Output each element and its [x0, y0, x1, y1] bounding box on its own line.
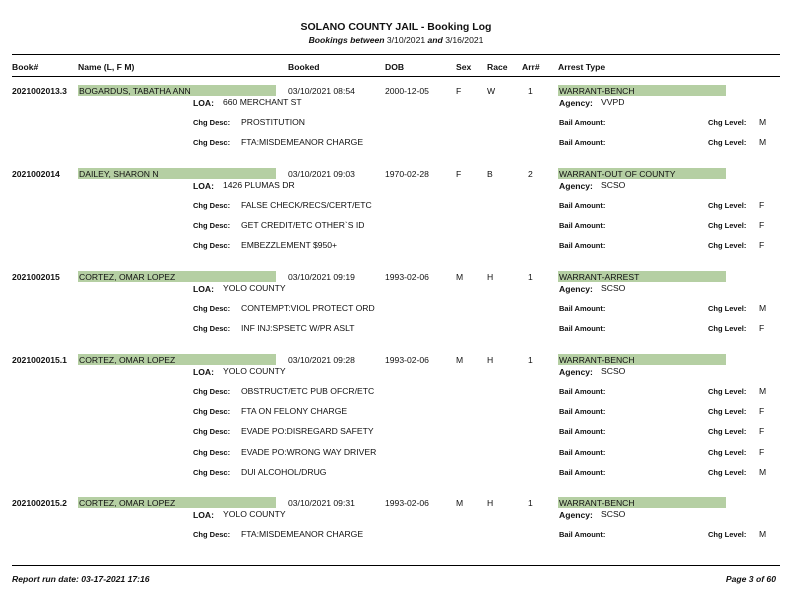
sex: M [456, 355, 464, 365]
chg-level-label: Chg Level: [708, 241, 747, 251]
charge-description: FTA ON FELONY CHARGE [241, 406, 348, 417]
chg-level-label: Chg Level: [708, 530, 747, 539]
bail-amount-label: Bail Amount: [559, 387, 606, 396]
loa-label: LOA: [193, 284, 215, 294]
report-title: SOLANO COUNTY JAIL - Booking Log [300, 21, 492, 33]
charge-level: F [759, 323, 765, 334]
col-header-booked: Booked [288, 62, 320, 72]
chg-desc-label: Chg Desc: [193, 467, 231, 477]
agency-label: Agency: [559, 510, 593, 520]
bail-amount-label: Bail Amount: [559, 221, 606, 231]
agency-value: VVPD [601, 97, 625, 107]
bail-amount-label: Bail Amount: [559, 138, 606, 148]
race: H [487, 272, 494, 282]
chg-desc-label: Chg Desc: [193, 407, 231, 417]
date-of-birth: 1993-02-06 [385, 355, 429, 365]
loa-value: 660 MERCHANT ST [223, 97, 302, 107]
col-header-sex: Sex [456, 62, 472, 72]
charge-description: GET CREDIT/ETC OTHER`S ID [241, 220, 365, 231]
col-header-race: Race [487, 62, 508, 72]
charge-description: CONTEMPT:VIOL PROTECT ORD [241, 303, 375, 313]
chg-desc-label: Chg Desc: [193, 387, 231, 396]
agency-value: SCSO [601, 180, 626, 190]
loa-label: LOA: [193, 98, 215, 108]
chg-desc-label: Chg Desc: [193, 447, 231, 457]
date-from: 3/10/2021 [386, 35, 426, 45]
charge-description: EMBEZZLEMENT $950+ [241, 240, 338, 251]
charge-level: F [759, 200, 765, 210]
header-bottom-rule [12, 76, 780, 77]
sex: F [456, 169, 462, 179]
arrest-type: WARRANT-BENCH [559, 355, 635, 365]
chg-level-label: Chg Level: [708, 387, 747, 396]
arrest-number: 1 [528, 498, 533, 508]
charge-level: M [759, 137, 767, 148]
chg-level-label: Chg Level: [708, 407, 747, 417]
arrest-type: WARRANT-OUT OF COUNTY [559, 169, 676, 179]
chg-desc-label: Chg Desc: [193, 241, 231, 251]
report-subtitle [0, 35, 792, 45]
chg-desc-label: Chg Desc: [193, 221, 231, 231]
date-of-birth: 1970-02-28 [385, 169, 429, 179]
col-header-arrest-type: Arrest Type [558, 62, 606, 72]
chg-desc-label: Chg Desc: [193, 324, 231, 334]
booked-datetime: 03/10/2021 09:28 [288, 355, 355, 365]
inmate-name: CORTEZ, OMAR LOPEZ [79, 498, 176, 508]
charge-level: F [759, 220, 765, 231]
booked-datetime: 03/10/2021 09:31 [288, 498, 355, 508]
chg-desc-label: Chg Desc: [193, 201, 231, 210]
report-run-date: Report run date: 03-17-2021 17:16 [12, 574, 150, 584]
chg-level-label: Chg Level: [708, 324, 747, 334]
sex: M [456, 498, 464, 508]
bail-amount-label: Bail Amount: [559, 447, 606, 457]
charge-level: F [759, 446, 765, 457]
arrest-type: WARRANT-BENCH [559, 498, 635, 508]
booked-datetime: 03/10/2021 08:54 [288, 86, 355, 96]
charge-level: M [759, 529, 767, 539]
bail-amount-label: Bail Amount: [559, 241, 606, 251]
chg-level-label: Chg Level: [708, 304, 747, 313]
sex: M [456, 272, 464, 282]
header-top-rule [12, 54, 780, 55]
arrest-number: 1 [528, 355, 533, 365]
agency-value: SCSO [601, 366, 626, 376]
inmate-name: BOGARDUS, TABATHA ANN [79, 86, 191, 96]
subtitle-prefix: Bookings between [308, 35, 385, 45]
chg-desc-label: Chg Desc: [193, 118, 231, 127]
date-of-birth: 1993-02-06 [385, 498, 429, 508]
agency-label: Agency: [559, 284, 593, 294]
book-number: 2021002015 [12, 272, 60, 282]
charge-description: EVADE PO:WRONG WAY DRIVER [241, 446, 377, 457]
charge-level: F [759, 426, 765, 437]
chg-level-label: Chg Level: [708, 138, 747, 148]
charge-description: FTA:MISDEMEANOR CHARGE [241, 529, 364, 539]
col-header-arr: Arr# [522, 62, 540, 72]
booked-datetime: 03/10/2021 09:03 [288, 169, 355, 179]
chg-level-label: Chg Level: [708, 427, 747, 437]
chg-level-label: Chg Level: [708, 467, 747, 477]
bail-amount-label: Bail Amount: [559, 118, 606, 127]
loa-value: 1426 PLUMAS DR [223, 180, 295, 190]
inmate-name: CORTEZ, OMAR LOPEZ [79, 355, 176, 365]
agency-label: Agency: [559, 98, 593, 108]
loa-label: LOA: [193, 510, 215, 520]
date-of-birth: 1993-02-06 [385, 272, 429, 282]
charge-description: EVADE PO:DISREGARD SAFETY [241, 426, 374, 437]
charge-description: DUI ALCOHOL/DRUG [241, 466, 327, 477]
loa-value: YOLO COUNTY [223, 509, 286, 519]
chg-level-label: Chg Level: [708, 221, 747, 231]
chg-desc-label: Chg Desc: [193, 304, 231, 313]
col-header-book: Book# [12, 62, 39, 72]
charge-level: F [759, 240, 765, 251]
loa-label: LOA: [193, 181, 215, 191]
chg-desc-label: Chg Desc: [193, 427, 231, 437]
agency-value: SCSO [601, 509, 626, 519]
agency-value: SCSO [601, 283, 626, 293]
inmate-name: DAILEY, SHARON N [79, 169, 159, 179]
charge-level: M [759, 117, 767, 127]
charge-level: F [759, 406, 765, 417]
arrest-type: WARRANT-ARREST [559, 272, 640, 282]
book-number: 2021002015.2 [12, 498, 67, 508]
charge-description: INF INJ:SPSETC W/PR ASLT [241, 323, 355, 334]
sex: F [456, 86, 462, 96]
bail-amount-label: Bail Amount: [559, 467, 606, 477]
bail-amount-label: Bail Amount: [559, 427, 606, 437]
bail-amount-label: Bail Amount: [559, 530, 606, 539]
charge-description: OBSTRUCT/ETC PUB OFCR/ETC [241, 386, 375, 396]
loa-label: LOA: [193, 367, 215, 377]
bail-amount-label: Bail Amount: [559, 304, 606, 313]
chg-desc-label: Chg Desc: [193, 138, 231, 148]
race: W [487, 86, 496, 96]
loa-value: YOLO COUNTY [223, 283, 286, 293]
bail-amount-label: Bail Amount: [559, 407, 606, 417]
page-number: Page 3 of 60 [725, 574, 776, 584]
chg-level-label: Chg Level: [708, 201, 747, 210]
inmate-name: CORTEZ, OMAR LOPEZ [79, 272, 176, 282]
charge-level: M [759, 303, 767, 313]
arrest-number: 1 [528, 272, 533, 282]
arrest-number: 1 [528, 86, 533, 96]
date-of-birth: 2000-12-05 [385, 86, 429, 96]
charge-description: PROSTITUTION [241, 117, 305, 127]
arrest-number: 2 [528, 169, 533, 179]
chg-desc-label: Chg Desc: [193, 530, 231, 539]
charge-description: FTA:MISDEMEANOR CHARGE [241, 137, 364, 148]
race: H [487, 355, 494, 365]
agency-label: Agency: [559, 181, 593, 191]
race: H [487, 498, 494, 508]
arrest-type: WARRANT-BENCH [559, 86, 635, 96]
col-header-name: Name (L, F M) [78, 62, 135, 72]
chg-level-label: Chg Level: [708, 118, 747, 127]
subtitle-and: and [427, 35, 443, 45]
chg-level-label: Chg Level: [708, 447, 747, 457]
book-number: 2021002014 [12, 169, 60, 179]
book-number: 2021002013.3 [12, 86, 67, 96]
charge-level: M [759, 466, 767, 477]
charge-description: FALSE CHECK/RECS/CERT/ETC [241, 200, 372, 210]
charge-level: M [759, 386, 767, 396]
book-number: 2021002015.1 [12, 355, 67, 365]
race: B [487, 169, 493, 179]
date-to: 3/16/2021 [445, 35, 484, 45]
footer-rule [12, 565, 780, 566]
col-header-dob: DOB [385, 62, 405, 72]
agency-label: Agency: [559, 367, 593, 377]
bail-amount-label: Bail Amount: [559, 201, 606, 210]
bail-amount-label: Bail Amount: [559, 324, 606, 334]
loa-value: YOLO COUNTY [223, 366, 286, 376]
booked-datetime: 03/10/2021 09:19 [288, 272, 355, 282]
